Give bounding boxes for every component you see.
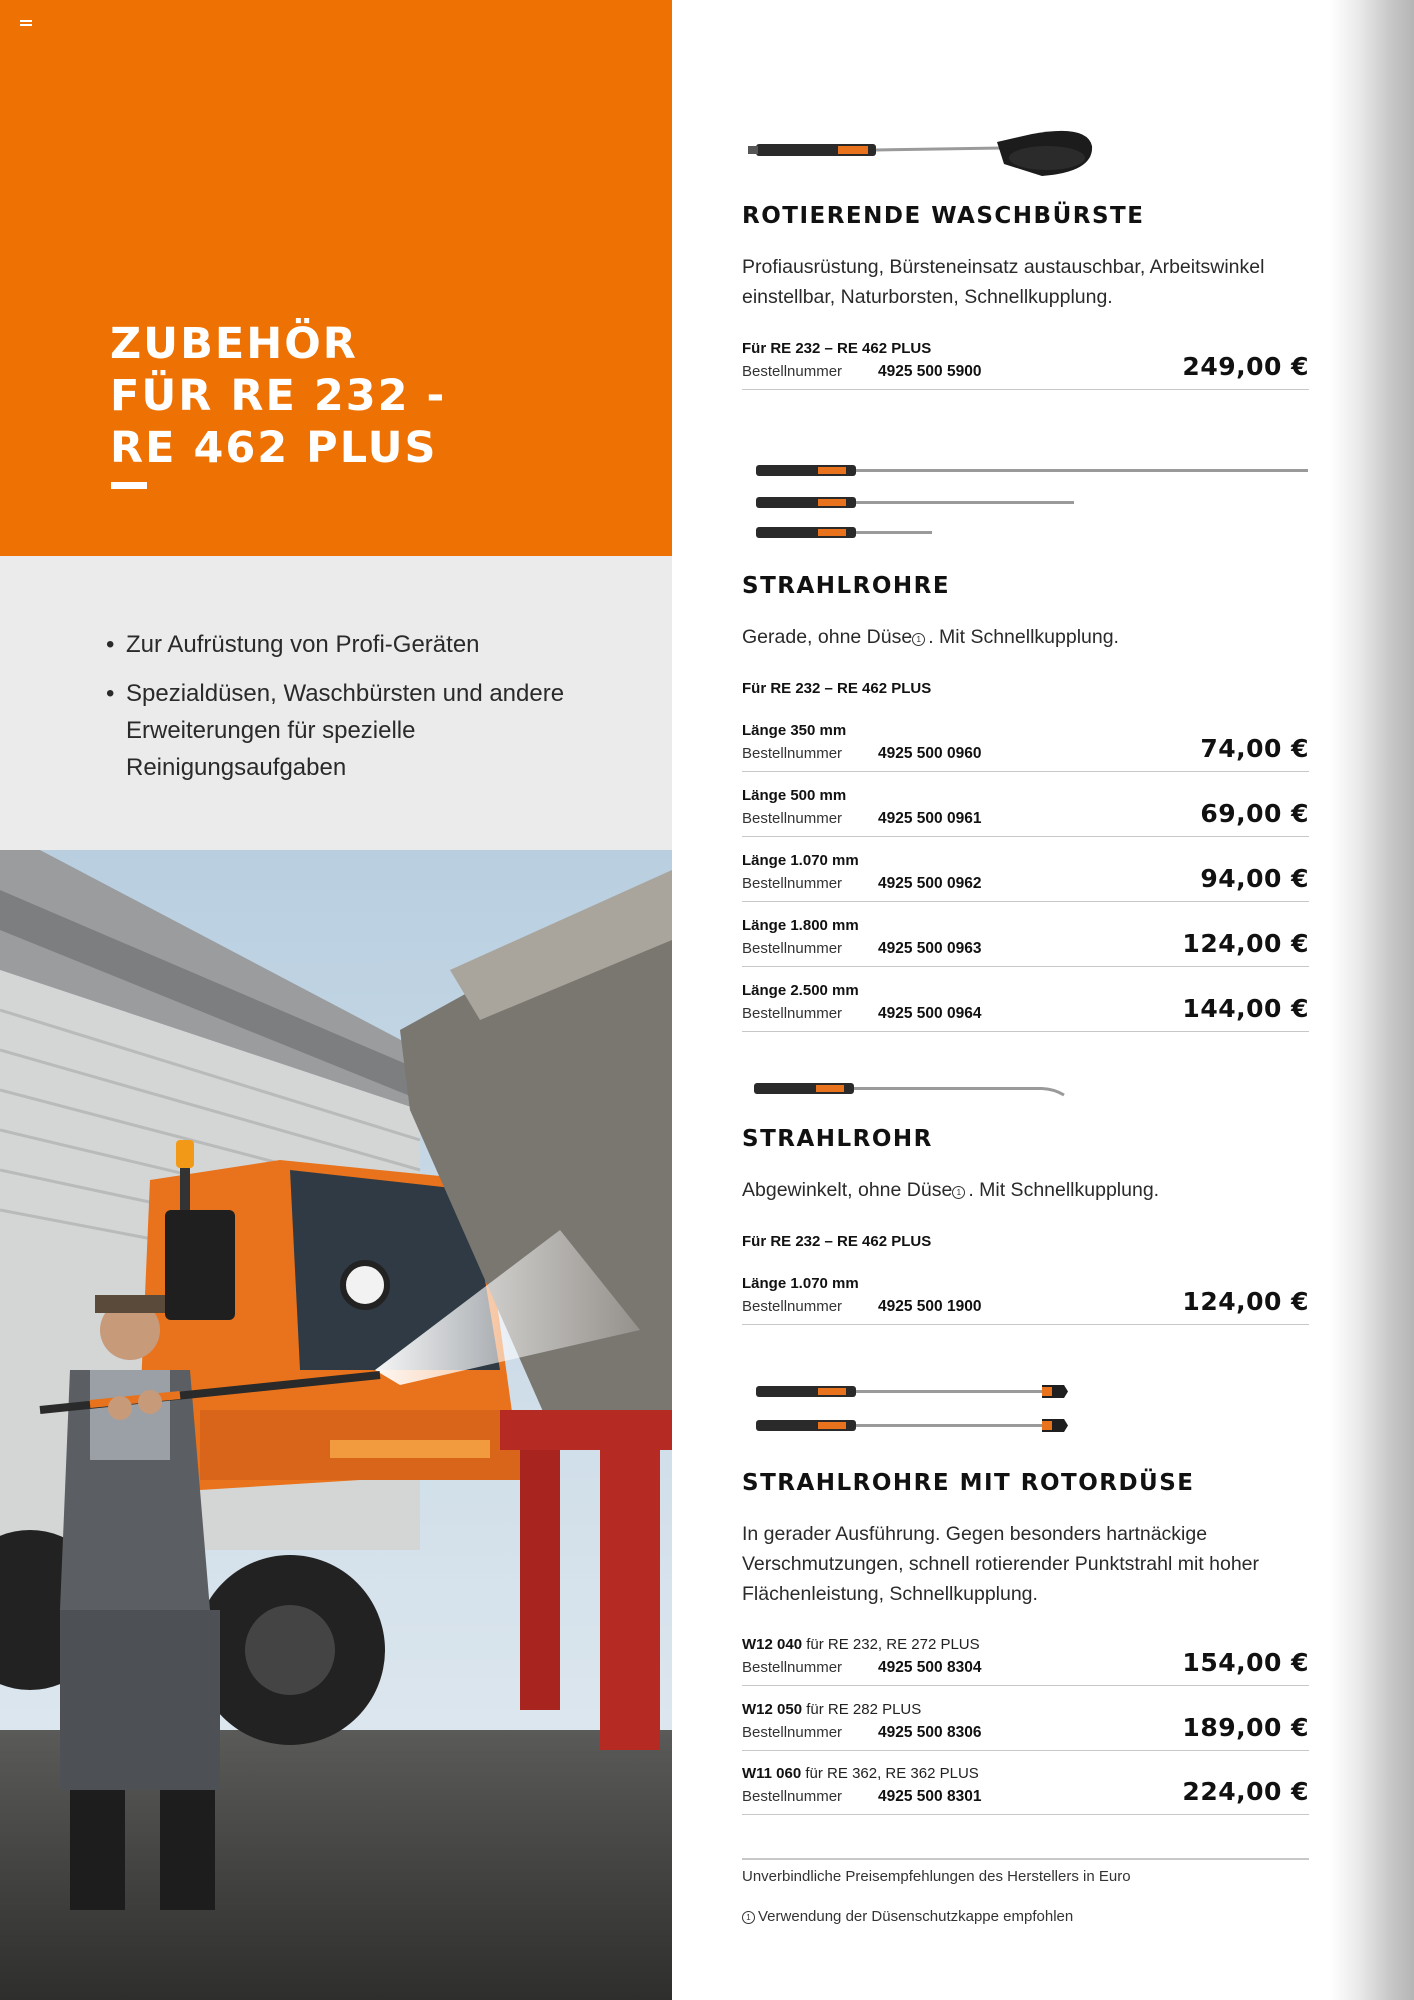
table-row <box>742 722 1309 772</box>
model-code: W12 040 <box>742 1636 803 1653</box>
footer-divider <box>742 1858 1309 1860</box>
model-range: Für RE 232 – RE 462 PLUS <box>742 680 932 697</box>
row-label: Für RE 232 – RE 462 PLUS <box>742 340 932 357</box>
section-desc-strahlrohr <box>742 1175 1309 1205</box>
hero-photo <box>0 850 672 2000</box>
price: 124,00 € <box>1182 1287 1309 1316</box>
table-row <box>742 982 1309 1032</box>
table-row <box>742 787 1309 837</box>
price: 144,00 € <box>1182 994 1309 1023</box>
price: 124,00 € <box>1182 929 1309 958</box>
table-row <box>742 917 1309 967</box>
order-number-label: Bestellnummer <box>742 1005 843 1022</box>
order-number-label: Bestellnummer <box>742 1724 843 1741</box>
model-code: W11 060 <box>742 1765 802 1782</box>
row-label: Länge 1.070 mm <box>742 1275 859 1292</box>
desc-tail: . Mit Schnellkupplung. <box>928 626 1119 648</box>
order-number-label: Bestellnummer <box>742 363 843 380</box>
model-code: W12 050 <box>742 1701 803 1718</box>
section-title-rotorduese: STRAHLROHRE MIT ROTORDÜSE <box>742 1470 1195 1496</box>
row-label: Länge 500 mm <box>742 787 847 804</box>
order-number: 4925 500 0964 <box>878 1005 982 1022</box>
title-line-2: FÜR RE 232 - <box>110 371 447 421</box>
row-label <box>742 1636 980 1653</box>
washing-brush-image <box>742 124 1102 184</box>
order-number-label: Bestellnummer <box>742 940 843 957</box>
section-title-waschbuerste: ROTIERENDE WASCHBÜRSTE <box>742 203 1145 229</box>
desc-text: Abgewinkelt, ohne Düse <box>742 1179 953 1201</box>
model-range: Für RE 232 – RE 462 PLUS <box>742 1233 932 1250</box>
price: 224,00 € <box>1182 1777 1309 1806</box>
row-label: Länge 1.070 mm <box>742 852 859 869</box>
desc-tail: . Mit Schnellkupplung. <box>968 1179 1160 1201</box>
straight-lances-image <box>742 455 1309 545</box>
model-compat: für RE 362, RE 362 PLUS <box>801 1765 979 1782</box>
order-number: 4925 500 8304 <box>878 1659 982 1676</box>
price: 249,00 € <box>1182 352 1309 381</box>
feature-list <box>106 626 626 798</box>
section-title-strahlrohre: STRAHLROHRE <box>742 573 951 599</box>
row-label: Länge 2.500 mm <box>742 982 859 999</box>
order-number: 4925 500 8301 <box>878 1788 982 1805</box>
model-compat: für RE 232, RE 272 PLUS <box>802 1636 980 1653</box>
table-row <box>742 1765 1309 1815</box>
table-row <box>742 1701 1309 1751</box>
title-underline <box>111 482 147 489</box>
feature-item: • Spezialdüsen, Waschbürsten und andere Erweiterungen für spezielle Reinigungsaufgaben <box>106 675 626 786</box>
footnote-marker: 1 <box>952 1186 965 1199</box>
section-desc-waschbuerste: Profiausrüstung, Bürsteneinsatz austauschbar, Arbeitswinkel einstellbar, Naturborsten, Schnellkupplung. <box>742 256 1265 308</box>
row-label: Länge 350 mm <box>742 722 847 739</box>
order-number: 4925 500 8306 <box>878 1724 982 1741</box>
table-row <box>742 1636 1309 1686</box>
order-number-label: Bestellnummer <box>742 745 843 762</box>
angled-lance-image <box>742 1075 1072 1105</box>
order-number-label: Bestellnummer <box>742 1788 843 1805</box>
price-disclaimer: Unverbindliche Preisempfehlungen des Herstellers in Euro <box>742 1868 1131 1885</box>
title-line-3: RE 462 PLUS <box>110 423 438 473</box>
order-number-label: Bestellnummer <box>742 875 843 892</box>
footnote <box>742 1908 1073 1925</box>
order-number: 4925 500 1900 <box>878 1298 982 1315</box>
price: 94,00 € <box>1200 864 1309 893</box>
footnote-marker: 1 <box>742 1911 755 1924</box>
section-desc-strahlrohre <box>742 622 1309 652</box>
table-row <box>742 852 1309 902</box>
table-row <box>742 340 1309 390</box>
row-label <box>742 1765 979 1782</box>
price: 69,00 € <box>1200 799 1309 828</box>
price: 74,00 € <box>1200 734 1309 763</box>
page-title <box>110 318 446 474</box>
desc-text: Gerade, ohne Düse <box>742 626 913 648</box>
menu-icon[interactable] <box>20 20 32 30</box>
rotor-nozzle-lances-image <box>742 1380 1072 1440</box>
feature-item: • Zur Aufrüstung von Profi-Geräten <box>106 626 626 663</box>
table-row <box>742 1275 1309 1325</box>
order-number: 4925 500 0962 <box>878 875 982 892</box>
model-compat: für RE 282 PLUS <box>802 1701 922 1718</box>
order-number: 4925 500 5900 <box>878 363 982 380</box>
footnote-marker: 1 <box>912 633 925 646</box>
section-desc-rotorduese: In gerader Ausführung. Gegen besonders hartnäckige Verschmutzungen, schnell rotierender Punktstrahl mit hoher Flächenleistung, Schnellkupplung. <box>742 1523 1260 1605</box>
order-number: 4925 500 0963 <box>878 940 982 957</box>
order-number-label: Bestellnummer <box>742 810 843 827</box>
price: 154,00 € <box>1182 1648 1309 1677</box>
title-line-1: ZUBEHÖR <box>110 319 358 369</box>
order-number: 4925 500 0960 <box>878 745 982 762</box>
left-column <box>0 0 672 2000</box>
order-number: 4925 500 0961 <box>878 810 982 827</box>
order-number-label: Bestellnummer <box>742 1298 843 1315</box>
row-label <box>742 1701 921 1718</box>
headline-panel <box>0 0 672 556</box>
footnote-text: Verwendung der Düsenschutzkappe empfohlen <box>758 1908 1074 1925</box>
page-edge-shadow <box>1330 0 1414 2000</box>
row-label: Länge 1.800 mm <box>742 917 859 934</box>
order-number-label: Bestellnummer <box>742 1659 843 1676</box>
worker-cleaning-truck-illustration <box>0 850 672 2000</box>
price: 189,00 € <box>1182 1713 1309 1742</box>
section-title-strahlrohr: STRAHLROHR <box>742 1126 933 1152</box>
